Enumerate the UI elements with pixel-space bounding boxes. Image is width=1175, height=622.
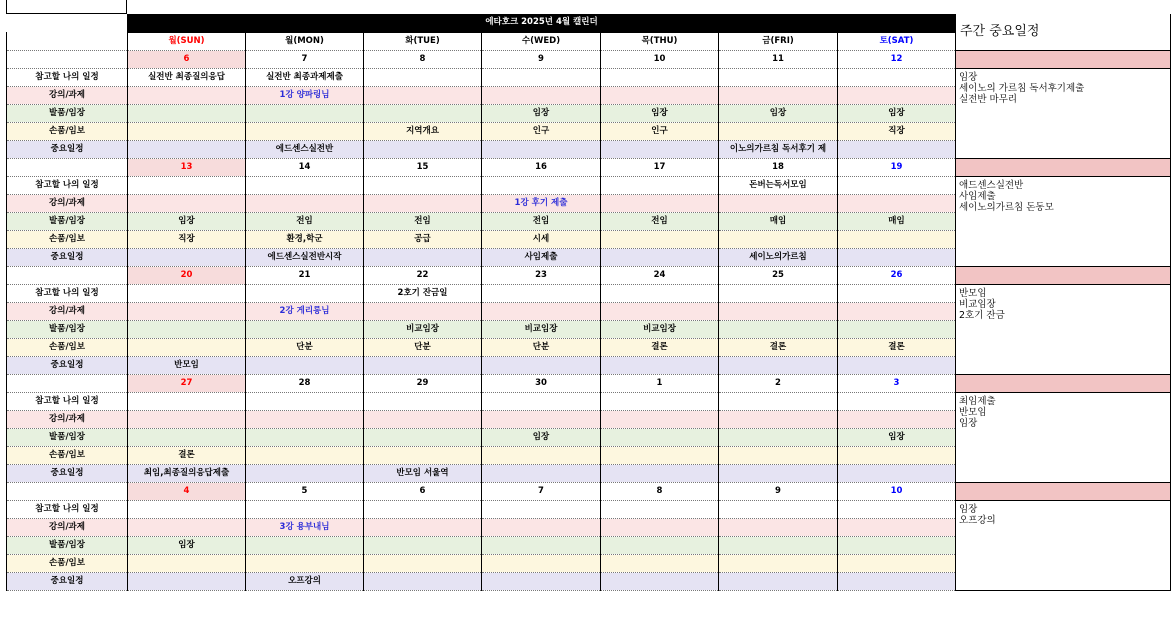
schedule-cell[interactable]: 직장	[838, 122, 956, 140]
schedule-cell[interactable]	[601, 572, 719, 590]
date-label-blank[interactable]	[7, 266, 128, 284]
date-cell[interactable]: 6	[364, 482, 482, 500]
schedule-cell[interactable]: 세이노의가르침	[719, 248, 838, 266]
schedule-cell[interactable]: 반모임 서울역	[364, 464, 482, 482]
schedule-cell[interactable]: 전임	[482, 212, 601, 230]
schedule-cell[interactable]	[838, 464, 956, 482]
schedule-cell[interactable]	[601, 302, 719, 320]
date-cell[interactable]: 14	[246, 158, 364, 176]
day-header-3[interactable]: 수(WED)	[482, 32, 601, 50]
date-cell[interactable]: 11	[719, 50, 838, 68]
schedule-cell[interactable]	[246, 446, 364, 464]
schedule-cell[interactable]	[838, 176, 956, 194]
schedule-cell[interactable]	[719, 68, 838, 86]
row-label[interactable]: 중요일정	[7, 464, 128, 482]
schedule-cell[interactable]: 인구	[601, 122, 719, 140]
date-cell[interactable]: 22	[364, 266, 482, 284]
date-cell[interactable]: 23	[482, 266, 601, 284]
date-cell[interactable]: 13	[128, 158, 246, 176]
date-cell[interactable]: 8	[601, 482, 719, 500]
schedule-cell[interactable]	[246, 392, 364, 410]
schedule-cell[interactable]	[838, 302, 956, 320]
weekly-notes-band[interactable]	[956, 374, 1171, 392]
schedule-cell[interactable]	[246, 428, 364, 446]
schedule-cell[interactable]: 매임	[719, 212, 838, 230]
date-label-blank[interactable]	[7, 482, 128, 500]
schedule-cell[interactable]	[601, 284, 719, 302]
week-3-date-row	[7, 374, 1171, 392]
schedule-cell[interactable]	[601, 428, 719, 446]
weekly-notes-band[interactable]	[956, 50, 1171, 68]
date-label-blank[interactable]	[7, 158, 128, 176]
row-label[interactable]: 발품/임장	[7, 104, 128, 122]
schedule-cell[interactable]	[838, 230, 956, 248]
row-label[interactable]: 손품/임보	[7, 446, 128, 464]
date-cell[interactable]: 26	[838, 266, 956, 284]
schedule-cell[interactable]	[246, 464, 364, 482]
schedule-cell[interactable]	[482, 446, 601, 464]
week-3-row-0	[7, 392, 1171, 410]
schedule-cell[interactable]	[482, 176, 601, 194]
schedule-cell[interactable]	[246, 122, 364, 140]
schedule-cell[interactable]	[838, 446, 956, 464]
schedule-cell[interactable]: 2강 게리롱님	[246, 302, 364, 320]
schedule-cell[interactable]	[838, 68, 956, 86]
row-label[interactable]: 강의/과제	[7, 86, 128, 104]
schedule-cell[interactable]: 비교임장	[482, 320, 601, 338]
schedule-cell[interactable]: 임장	[482, 428, 601, 446]
schedule-cell[interactable]	[601, 68, 719, 86]
schedule-cell[interactable]	[364, 554, 482, 572]
schedule-cell[interactable]	[601, 446, 719, 464]
date-cell[interactable]: 1	[601, 374, 719, 392]
schedule-cell[interactable]	[128, 176, 246, 194]
schedule-cell[interactable]	[482, 86, 601, 104]
row-label[interactable]: 참고할 나의 일정	[7, 500, 128, 518]
schedule-cell[interactable]	[128, 572, 246, 590]
date-cell[interactable]: 27	[128, 374, 246, 392]
schedule-cell[interactable]: 에드센스실전반시작	[246, 248, 364, 266]
weekly-note-line: 세이노의 가르침 독서후기제출	[959, 82, 1085, 94]
schedule-cell[interactable]	[246, 194, 364, 212]
schedule-cell[interactable]	[482, 68, 601, 86]
calendar-title[interactable]: 에타호크 2025년 4월 캘린더	[128, 14, 956, 32]
schedule-cell[interactable]	[128, 140, 246, 158]
schedule-cell[interactable]	[128, 248, 246, 266]
weekly-note-line: 반모임	[959, 406, 987, 418]
weekly-note-line: 비교임장	[959, 298, 996, 310]
date-cell[interactable]: 17	[601, 158, 719, 176]
weekly-notes[interactable]	[956, 392, 1171, 482]
day-header-blank[interactable]	[7, 32, 128, 50]
schedule-cell[interactable]: 3강 용부내님	[246, 518, 364, 536]
day-header-1[interactable]: 월(MON)	[246, 32, 364, 50]
schedule-cell[interactable]	[246, 536, 364, 554]
date-cell[interactable]: 24	[601, 266, 719, 284]
schedule-cell[interactable]: 결론	[128, 446, 246, 464]
schedule-cell[interactable]	[364, 86, 482, 104]
schedule-cell[interactable]	[719, 410, 838, 428]
schedule-cell[interactable]	[246, 104, 364, 122]
schedule-cell[interactable]: 임장	[838, 104, 956, 122]
row-label[interactable]: 강의/과제	[7, 302, 128, 320]
row-label[interactable]: 참고할 나의 일정	[7, 392, 128, 410]
schedule-cell[interactable]	[128, 122, 246, 140]
date-cell[interactable]: 5	[246, 482, 364, 500]
weekly-note-line: 반모임	[959, 287, 987, 299]
schedule-cell[interactable]	[128, 392, 246, 410]
schedule-cell[interactable]	[246, 356, 364, 374]
schedule-cell[interactable]: 지역개요	[364, 122, 482, 140]
schedule-cell[interactable]	[601, 230, 719, 248]
day-header-4[interactable]: 목(THU)	[601, 32, 719, 50]
schedule-cell[interactable]	[246, 284, 364, 302]
schedule-cell[interactable]	[838, 284, 956, 302]
week-0-date-row	[7, 50, 1171, 68]
schedule-cell[interactable]	[601, 356, 719, 374]
row-label[interactable]: 참고할 나의 일정	[7, 68, 128, 86]
schedule-cell[interactable]	[246, 320, 364, 338]
schedule-cell[interactable]	[246, 410, 364, 428]
week-1-row-0	[7, 176, 1171, 194]
week-1-date-row	[7, 158, 1171, 176]
date-cell[interactable]: 10	[601, 50, 719, 68]
row-label[interactable]: 손품/임보	[7, 554, 128, 572]
schedule-cell[interactable]	[601, 86, 719, 104]
weekly-note-line: 세이노의가르침 돈동모	[959, 201, 1054, 213]
weekly-note-line: 오프강의	[959, 514, 996, 526]
schedule-cell[interactable]: 실전반 최종과제제출	[246, 68, 364, 86]
row-label[interactable]: 중요일정	[7, 140, 128, 158]
weekly-note-line: 애드센스실전반	[959, 179, 1024, 191]
weekly-note-line: 최임제출	[959, 395, 996, 407]
schedule-cell[interactable]	[719, 464, 838, 482]
schedule-cell[interactable]: 임장	[838, 428, 956, 446]
schedule-cell[interactable]: 비교임장	[364, 320, 482, 338]
schedule-cell[interactable]	[719, 500, 838, 518]
schedule-cell[interactable]	[838, 554, 956, 572]
row-label[interactable]: 참고할 나의 일정	[7, 284, 128, 302]
date-cell[interactable]: 9	[482, 50, 601, 68]
row-label[interactable]: 손품/임보	[7, 338, 128, 356]
schedule-cell[interactable]: 전임	[364, 212, 482, 230]
schedule-cell[interactable]	[601, 554, 719, 572]
schedule-cell[interactable]	[601, 536, 719, 554]
schedule-cell[interactable]	[482, 518, 601, 536]
schedule-cell[interactable]	[246, 554, 364, 572]
day-header-6[interactable]: 토(SAT)	[838, 32, 956, 50]
schedule-cell[interactable]	[601, 194, 719, 212]
date-cell[interactable]: 15	[364, 158, 482, 176]
date-cell[interactable]: 29	[364, 374, 482, 392]
schedule-cell[interactable]	[838, 194, 956, 212]
row-label[interactable]: 강의/과제	[7, 518, 128, 536]
date-cell[interactable]: 8	[364, 50, 482, 68]
schedule-cell[interactable]: 최임,최종질의응답제출	[128, 464, 246, 482]
weekly-notes-band[interactable]	[956, 482, 1171, 500]
schedule-cell[interactable]	[838, 248, 956, 266]
schedule-cell[interactable]	[838, 500, 956, 518]
schedule-cell[interactable]: 결론	[838, 338, 956, 356]
date-cell[interactable]: 20	[128, 266, 246, 284]
day-header-0[interactable]: 월(SUN)	[128, 32, 246, 50]
title-row	[7, 14, 1171, 32]
schedule-cell[interactable]	[719, 428, 838, 446]
schedule-cell[interactable]: 임장	[482, 104, 601, 122]
date-cell[interactable]: 12	[838, 50, 956, 68]
schedule-cell[interactable]	[128, 284, 246, 302]
schedule-cell[interactable]	[601, 176, 719, 194]
weekly-note-line: 2호기 잔금	[959, 309, 1005, 321]
schedule-cell[interactable]: 에드센스실전반	[246, 140, 364, 158]
week-2-date-row	[7, 266, 1171, 284]
schedule-cell[interactable]	[719, 302, 838, 320]
schedule-cell[interactable]	[601, 392, 719, 410]
date-cell[interactable]: 10	[838, 482, 956, 500]
schedule-cell[interactable]	[364, 572, 482, 590]
schedule-cell[interactable]	[128, 410, 246, 428]
date-cell[interactable]: 9	[719, 482, 838, 500]
weekly-notes[interactable]	[956, 68, 1171, 158]
schedule-cell[interactable]: 돈버는독서모임	[719, 176, 838, 194]
row-label[interactable]: 강의/과제	[7, 410, 128, 428]
date-cell[interactable]: 6	[128, 50, 246, 68]
schedule-cell[interactable]: 결론	[601, 338, 719, 356]
schedule-cell[interactable]: 환경,학군	[246, 230, 364, 248]
date-cell[interactable]: 3	[838, 374, 956, 392]
row-label[interactable]: 강의/과제	[7, 194, 128, 212]
schedule-cell[interactable]	[719, 536, 838, 554]
date-cell[interactable]: 21	[246, 266, 364, 284]
date-cell[interactable]: 18	[719, 158, 838, 176]
schedule-cell[interactable]	[364, 302, 482, 320]
schedule-cell[interactable]: 시세	[482, 230, 601, 248]
schedule-cell[interactable]	[719, 554, 838, 572]
date-cell[interactable]: 4	[128, 482, 246, 500]
week-0-row-0	[7, 68, 1171, 86]
date-cell[interactable]: 30	[482, 374, 601, 392]
row-label[interactable]: 발품/임장	[7, 320, 128, 338]
row-label[interactable]: 중요일정	[7, 356, 128, 374]
date-label-blank[interactable]	[7, 50, 128, 68]
schedule-cell[interactable]	[601, 464, 719, 482]
schedule-cell[interactable]	[719, 572, 838, 590]
schedule-cell[interactable]	[482, 410, 601, 428]
weekly-note-line: 실전반 마무리	[959, 93, 1018, 105]
schedule-cell[interactable]	[364, 176, 482, 194]
schedule-cell[interactable]	[364, 140, 482, 158]
schedule-cell[interactable]	[719, 230, 838, 248]
schedule-cell[interactable]: 전임	[601, 212, 719, 230]
schedule-cell[interactable]	[128, 518, 246, 536]
row-label[interactable]: 발품/임장	[7, 428, 128, 446]
week-4-date-row	[7, 482, 1171, 500]
schedule-cell[interactable]: 비교임장	[601, 320, 719, 338]
schedule-cell[interactable]	[364, 104, 482, 122]
schedule-cell[interactable]: 단분	[364, 338, 482, 356]
schedule-cell[interactable]	[719, 86, 838, 104]
schedule-cell[interactable]	[364, 194, 482, 212]
schedule-cell[interactable]	[364, 500, 482, 518]
schedule-cell[interactable]	[482, 554, 601, 572]
schedule-cell[interactable]	[364, 428, 482, 446]
schedule-cell[interactable]: 1강 후기 제출	[482, 194, 601, 212]
schedule-cell[interactable]	[482, 140, 601, 158]
schedule-cell[interactable]	[838, 320, 956, 338]
schedule-cell[interactable]	[601, 518, 719, 536]
schedule-cell[interactable]	[128, 86, 246, 104]
row-label[interactable]: 발품/임장	[7, 212, 128, 230]
schedule-cell[interactable]	[719, 356, 838, 374]
schedule-cell[interactable]	[364, 410, 482, 428]
row-label[interactable]: 발품/임장	[7, 536, 128, 554]
schedule-cell[interactable]: 단분	[482, 338, 601, 356]
schedule-cell[interactable]	[838, 518, 956, 536]
schedule-cell[interactable]: 인구	[482, 122, 601, 140]
schedule-cell[interactable]: 임장	[128, 536, 246, 554]
schedule-cell[interactable]	[838, 140, 956, 158]
schedule-cell[interactable]	[601, 248, 719, 266]
weekly-notes[interactable]	[956, 284, 1171, 374]
schedule-cell[interactable]: 실전반 최종질의응답	[128, 68, 246, 86]
schedule-cell[interactable]	[482, 392, 601, 410]
schedule-cell[interactable]	[128, 104, 246, 122]
schedule-cell[interactable]	[364, 536, 482, 554]
schedule-cell[interactable]	[482, 464, 601, 482]
schedule-cell[interactable]	[719, 518, 838, 536]
schedule-cell[interactable]	[128, 554, 246, 572]
date-cell[interactable]: 28	[246, 374, 364, 392]
date-cell[interactable]: 25	[719, 266, 838, 284]
schedule-cell[interactable]: 사임제출	[482, 248, 601, 266]
schedule-cell[interactable]	[601, 410, 719, 428]
schedule-cell[interactable]	[128, 320, 246, 338]
schedule-cell[interactable]	[128, 500, 246, 518]
title-spacer-cell[interactable]	[7, 14, 128, 32]
schedule-cell[interactable]	[482, 500, 601, 518]
schedule-cell[interactable]	[838, 572, 956, 590]
calendar-grid	[6, 14, 1171, 591]
schedule-cell[interactable]	[482, 572, 601, 590]
date-label-blank[interactable]	[7, 374, 128, 392]
weekly-important-header[interactable]: 주간 중요일정	[956, 14, 1171, 50]
schedule-cell[interactable]	[719, 320, 838, 338]
week-2-row-0	[7, 284, 1171, 302]
schedule-cell[interactable]: 단분	[246, 338, 364, 356]
schedule-cell[interactable]	[719, 392, 838, 410]
schedule-cell[interactable]: 임장	[719, 104, 838, 122]
weekly-note-line: 임장	[959, 417, 978, 429]
date-cell[interactable]: 7	[482, 482, 601, 500]
schedule-cell[interactable]	[838, 536, 956, 554]
schedule-cell[interactable]	[364, 248, 482, 266]
schedule-cell[interactable]	[719, 194, 838, 212]
schedule-cell[interactable]: 오프강의	[246, 572, 364, 590]
schedule-cell[interactable]	[128, 194, 246, 212]
schedule-cell[interactable]	[719, 122, 838, 140]
schedule-cell[interactable]	[838, 356, 956, 374]
row-label[interactable]: 중요일정	[7, 572, 128, 590]
schedule-cell[interactable]: 반모임	[128, 356, 246, 374]
schedule-cell[interactable]	[719, 446, 838, 464]
schedule-cell[interactable]	[838, 86, 956, 104]
weekly-notes-band[interactable]	[956, 266, 1171, 284]
schedule-cell[interactable]	[364, 392, 482, 410]
schedule-cell[interactable]	[128, 338, 246, 356]
weekly-notes-band[interactable]	[956, 158, 1171, 176]
schedule-cell[interactable]: 직장	[128, 230, 246, 248]
weekly-note-line: 임장	[959, 71, 978, 83]
schedule-cell[interactable]: 전임	[246, 212, 364, 230]
schedule-cell[interactable]	[482, 284, 601, 302]
weekly-notes[interactable]	[956, 500, 1171, 590]
weekly-note-line: 임장	[959, 503, 978, 515]
schedule-cell[interactable]: 매임	[838, 212, 956, 230]
day-header-5[interactable]: 금(FRI)	[719, 32, 838, 50]
schedule-cell[interactable]: 공급	[364, 230, 482, 248]
schedule-cell[interactable]	[364, 446, 482, 464]
schedule-cell[interactable]	[482, 356, 601, 374]
schedule-cell[interactable]: 결론	[719, 338, 838, 356]
weekly-note-line: 사임제출	[959, 190, 996, 202]
schedule-cell[interactable]	[838, 410, 956, 428]
schedule-cell[interactable]: 이노의가르침 독서후기 제	[719, 140, 838, 158]
schedule-cell[interactable]	[364, 518, 482, 536]
week-4-row-0	[7, 500, 1171, 518]
schedule-cell[interactable]	[482, 302, 601, 320]
row-label[interactable]: 손품/임보	[7, 122, 128, 140]
schedule-cell[interactable]: 1강 양파링님	[246, 86, 364, 104]
row-label[interactable]: 중요일정	[7, 248, 128, 266]
date-cell[interactable]: 7	[246, 50, 364, 68]
schedule-cell[interactable]: 임장	[601, 104, 719, 122]
schedule-cell[interactable]	[364, 356, 482, 374]
schedule-cell[interactable]	[482, 536, 601, 554]
schedule-cell[interactable]	[601, 140, 719, 158]
schedule-cell[interactable]: 임장	[128, 212, 246, 230]
row-label[interactable]: 손품/임보	[7, 230, 128, 248]
schedule-cell[interactable]	[364, 68, 482, 86]
schedule-cell[interactable]	[246, 176, 364, 194]
schedule-cell[interactable]	[838, 392, 956, 410]
weekly-notes[interactable]	[956, 176, 1171, 266]
schedule-cell[interactable]	[719, 284, 838, 302]
schedule-cell[interactable]	[128, 302, 246, 320]
day-header-2[interactable]: 화(TUE)	[364, 32, 482, 50]
corner-cell[interactable]	[6, 0, 127, 14]
date-cell[interactable]: 19	[838, 158, 956, 176]
schedule-cell[interactable]	[601, 500, 719, 518]
schedule-cell[interactable]	[246, 500, 364, 518]
schedule-cell[interactable]	[128, 428, 246, 446]
schedule-cell[interactable]: 2호기 잔금일	[364, 284, 482, 302]
date-cell[interactable]: 2	[719, 374, 838, 392]
date-cell[interactable]: 16	[482, 158, 601, 176]
row-label[interactable]: 참고할 나의 일정	[7, 176, 128, 194]
